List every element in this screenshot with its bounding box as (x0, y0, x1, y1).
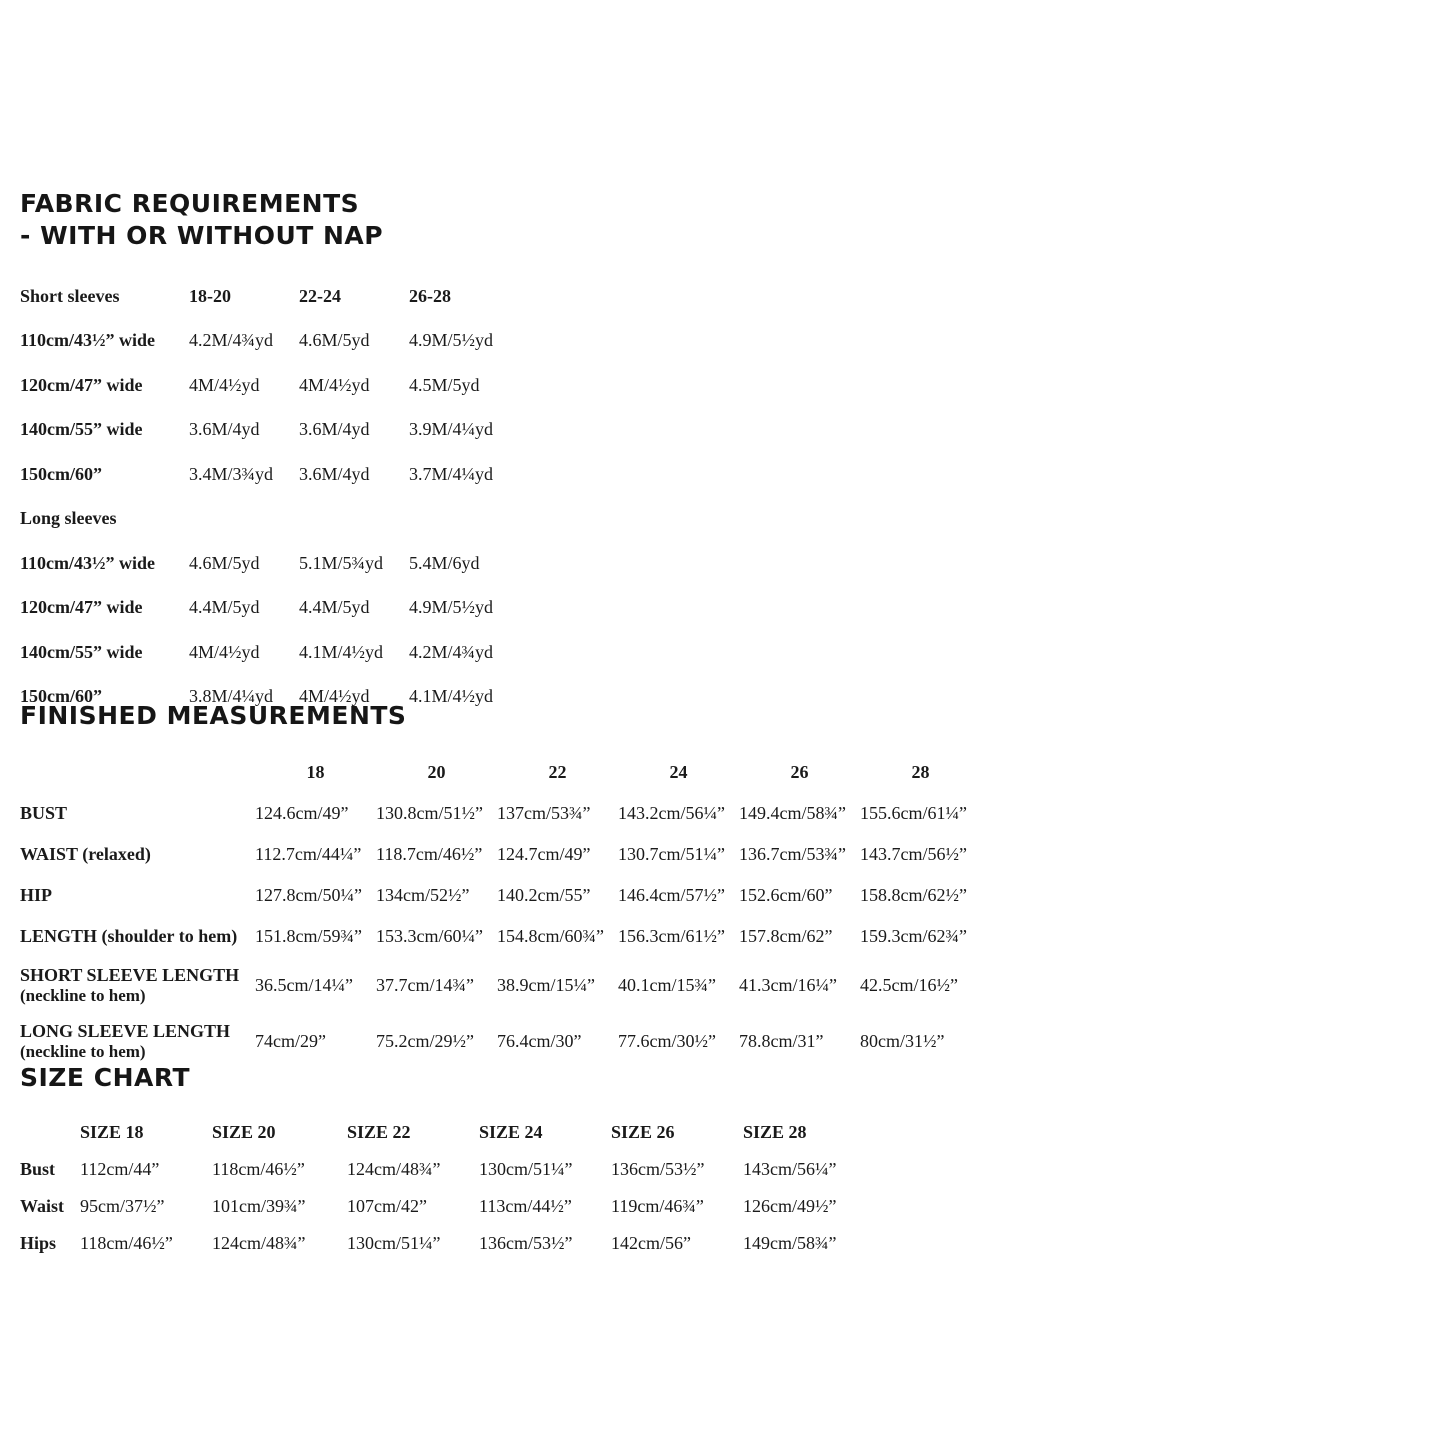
finished-column-header: 24 (669, 762, 688, 782)
fabric-cell: 4.5M/5yd (409, 374, 480, 395)
table-row (20, 1151, 883, 1188)
finished-cell: 151.8cm/59¾” (255, 926, 362, 946)
table-row (20, 1188, 883, 1225)
table-row (20, 274, 549, 319)
fabric-cell: 4M/4½yd (299, 374, 370, 395)
fabric-cell: 4M/4½yd (299, 686, 370, 707)
finished-cell: 42.5cm/16½” (860, 974, 958, 995)
spacer-cell (189, 497, 299, 542)
fabric-cell: 3.6M/4yd (189, 419, 260, 440)
size-cell: 101cm/39¾” (212, 1196, 306, 1216)
size-row-label: Bust (20, 1159, 56, 1179)
table-row (20, 752, 981, 793)
size-cell: 118cm/46½” (212, 1159, 305, 1179)
finished-cell: 77.6cm/30½” (618, 1030, 716, 1051)
size-cell: 136cm/53½” (479, 1233, 573, 1253)
fabric-cell: 4.9M/5½yd (409, 597, 494, 618)
size-column-header: SIZE 24 (479, 1122, 543, 1142)
finished-cell: 75.2cm/29½” (376, 1030, 474, 1051)
finished-cell: 155.6cm/61¼” (860, 803, 967, 823)
finished-cell: 41.3cm/16¼” (739, 974, 837, 995)
finished-row-label-sub: (neckline to hem) (20, 1042, 146, 1061)
fabric-cell: 3.7M/4¼yd (409, 463, 494, 484)
fabric-row-label: 140cm/55” wide (20, 419, 143, 440)
fabric-cell: 3.8M/4¼yd (189, 686, 274, 707)
finished-cell: 130.7cm/51¼” (618, 844, 725, 864)
finished-column-header: 20 (427, 762, 446, 782)
table-row (20, 586, 549, 631)
size-chart-table (20, 1114, 883, 1262)
finished-cell: 78.8cm/31” (739, 1030, 824, 1051)
size-cell: 130cm/51¼” (347, 1233, 441, 1253)
finished-cell: 153.3cm/60¼” (376, 926, 483, 946)
size-column-header: SIZE 28 (743, 1122, 807, 1142)
finished-row-label-sub: (neckline to hem) (20, 986, 146, 1005)
fabric-cell: 5.4M/6yd (409, 552, 480, 573)
finished-cell: 76.4cm/30” (497, 1030, 582, 1051)
finished-cell: 124.7cm/49” (497, 844, 591, 864)
finished-cell: 118.7cm/46½” (376, 844, 483, 864)
finished-measurements-table (20, 752, 981, 1069)
table-row (20, 363, 549, 408)
size-cell: 113cm/44½” (479, 1196, 572, 1216)
fabric-cell: 4M/4½yd (189, 641, 260, 662)
size-cell: 143cm/56¼” (743, 1159, 837, 1179)
fabric-cell: 4.4M/5yd (189, 597, 260, 618)
table-row (20, 793, 981, 834)
finished-row-label: WAIST (relaxed) (20, 844, 151, 865)
finished-row-label-main: LONG SLEEVE LENGTH (20, 1020, 231, 1041)
fabric-cell: 4.6M/5yd (299, 330, 370, 351)
fabric-requirements-section (20, 188, 1020, 719)
finished-cell: 140.2cm/55” (497, 885, 591, 905)
size-cell: 126cm/49½” (743, 1196, 837, 1216)
finished-measurements-section (20, 700, 1220, 1069)
finished-cell: 149.4cm/58¾” (739, 803, 846, 823)
finished-cell: 127.8cm/50¼” (255, 885, 362, 905)
finished-cell: 80cm/31½” (860, 1030, 945, 1051)
table-row (20, 1114, 883, 1151)
finished-row-label (20, 1013, 255, 1069)
finished-cell: 146.4cm/57½” (618, 885, 725, 905)
fabric-cell: 4.4M/5yd (299, 597, 370, 618)
finished-cell: 156.3cm/61½” (618, 926, 725, 946)
table-row (20, 541, 549, 586)
fabric-cell: 4.6M/5yd (189, 552, 260, 573)
finished-cell: 134cm/52½” (376, 885, 470, 905)
fabric-group-label-short: Short sleeves (20, 285, 120, 306)
finished-cell: 112.7cm/44¼” (255, 844, 362, 864)
size-column-header: SIZE 26 (611, 1122, 675, 1142)
fabric-row-label: 150cm/60” (20, 463, 102, 484)
fabric-heading-line-2: - WITH OR WITHOUT NAP (20, 221, 384, 250)
finished-cell: 36.5cm/14¼” (255, 974, 353, 995)
finished-cell: 74cm/29” (255, 1030, 326, 1051)
finished-row-label: LENGTH (shoulder to hem) (20, 926, 238, 947)
fabric-row-label: 120cm/47” wide (20, 374, 143, 395)
fabric-row-label: 110cm/43½” wide (20, 552, 155, 573)
fabric-column-header: 18-20 (189, 285, 231, 306)
size-cell: 136cm/53½” (611, 1159, 705, 1179)
fabric-cell: 4.9M/5½yd (409, 330, 494, 351)
table-row (20, 875, 981, 916)
fabric-cell: 3.4M/3¾yd (189, 463, 274, 484)
table-row (20, 452, 549, 497)
spacer-cell (409, 497, 549, 542)
finished-cell: 38.9cm/15¼” (497, 974, 595, 995)
size-cell: 124cm/48¾” (212, 1233, 306, 1253)
size-cell: 149cm/58¾” (743, 1233, 837, 1253)
finished-row-label: HIP (20, 885, 53, 906)
finished-column-header: 28 (911, 762, 930, 782)
finished-cell: 158.8cm/62½” (860, 885, 967, 905)
fabric-row-label: 110cm/43½” wide (20, 330, 155, 351)
finished-column-header: 18 (306, 762, 325, 782)
size-chart-heading: SIZE CHART (20, 1063, 191, 1092)
fabric-row-label: 150cm/60” (20, 686, 102, 707)
fabric-cell: 3.9M/4¼yd (409, 419, 494, 440)
fabric-requirements-table (20, 274, 549, 719)
finished-cell: 159.3cm/62¾” (860, 926, 967, 946)
finished-column-header: 22 (548, 762, 567, 782)
fabric-cell: 5.1M/5¾yd (299, 552, 384, 573)
spacer-cell (299, 497, 409, 542)
fabric-cell: 3.6M/4yd (299, 419, 370, 440)
fabric-cell: 4.2M/4¾yd (189, 330, 274, 351)
finished-cell: 157.8cm/62” (739, 926, 833, 946)
finished-column-header: 26 (790, 762, 809, 782)
finished-cell: 143.2cm/56¼” (618, 803, 725, 823)
fabric-requirements-heading (20, 188, 1020, 252)
size-cell: 107cm/42” (347, 1196, 427, 1216)
fabric-row-label: 140cm/55” wide (20, 641, 143, 662)
fabric-column-header: 26-28 (409, 285, 451, 306)
table-row (20, 916, 981, 957)
finished-measurements-heading: FINISHED MEASUREMENTS (20, 701, 407, 730)
fabric-cell: 4.1M/4½yd (409, 686, 494, 707)
fabric-cell: 4M/4½yd (189, 374, 260, 395)
fabric-cell: 3.6M/4yd (299, 463, 370, 484)
finished-cell: 152.6cm/60” (739, 885, 833, 905)
fabric-cell: 4.1M/4½yd (299, 641, 384, 662)
table-row (20, 1225, 883, 1262)
finished-row-label (20, 957, 255, 1013)
spacer-cell (20, 752, 255, 793)
fabric-group-label-long: Long sleeves (20, 508, 117, 529)
fabric-column-header: 22-24 (299, 285, 341, 306)
size-chart-section (20, 1062, 1020, 1262)
finished-row-label: BUST (20, 803, 68, 824)
table-row (20, 630, 549, 675)
finished-cell: 37.7cm/14¾” (376, 974, 474, 995)
size-column-header: SIZE 20 (212, 1122, 276, 1142)
finished-cell: 143.7cm/56½” (860, 844, 967, 864)
table-row (20, 408, 549, 453)
spacer-cell (20, 1114, 80, 1151)
finished-cell: 137cm/53¾” (497, 803, 591, 823)
table-row (20, 319, 549, 364)
table-row (20, 1013, 981, 1069)
table-row (20, 834, 981, 875)
finished-row-label-main: SHORT SLEEVE LENGTH (20, 964, 240, 985)
fabric-cell: 4.2M/4¾yd (409, 641, 494, 662)
size-column-header: SIZE 22 (347, 1122, 411, 1142)
finished-cell: 124.6cm/49” (255, 803, 349, 823)
finished-cell: 40.1cm/15¾” (618, 974, 716, 995)
table-row (20, 497, 549, 542)
size-row-label: Waist (20, 1196, 65, 1216)
finished-cell: 154.8cm/60¾” (497, 926, 604, 946)
size-cell: 118cm/46½” (80, 1233, 173, 1253)
size-row-label: Hips (20, 1233, 57, 1253)
size-column-header: SIZE 18 (80, 1122, 144, 1142)
size-cell: 130cm/51¼” (479, 1159, 573, 1179)
finished-cell: 136.7cm/53¾” (739, 844, 846, 864)
size-cell: 124cm/48¾” (347, 1159, 441, 1179)
size-cell: 119cm/46¾” (611, 1196, 704, 1216)
table-row (20, 957, 981, 1013)
fabric-heading-line-1: FABRIC REQUIREMENTS (20, 189, 360, 218)
size-cell: 112cm/44” (80, 1159, 160, 1179)
fabric-row-label: 120cm/47” wide (20, 597, 143, 618)
size-cell: 142cm/56” (611, 1233, 691, 1253)
finished-cell: 130.8cm/51½” (376, 803, 483, 823)
size-cell: 95cm/37½” (80, 1196, 165, 1216)
